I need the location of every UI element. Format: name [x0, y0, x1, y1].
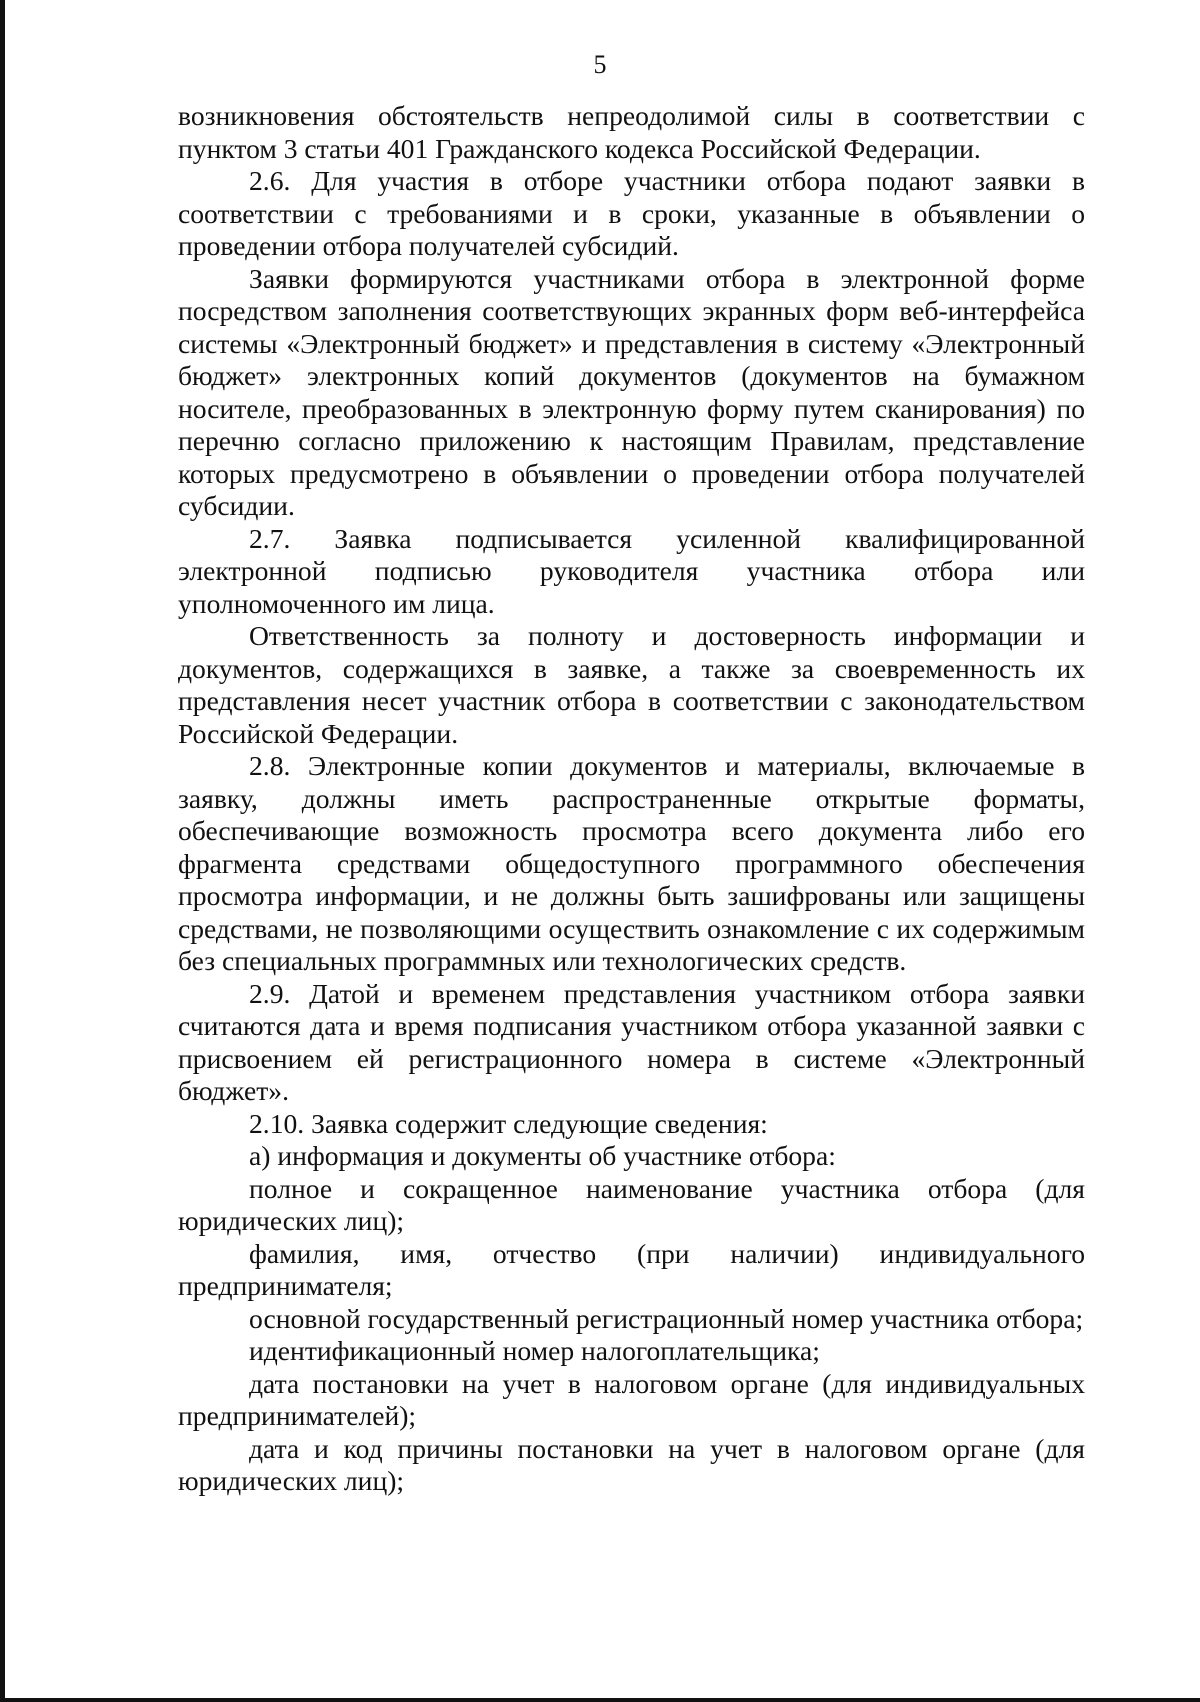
scan-edge-left: [0, 0, 5, 1702]
paragraph-2-10: 2.10. Заявка содержит следующие сведения:: [249, 1107, 768, 1139]
list-item-registration-date-legal-entities: дата и код причины постановки на учет в налоговом органе (для юридических лиц);: [178, 1432, 1085, 1496]
paragraph-2-6: 2.6. Для участия в отборе участники отбора подают заявки в соответствии с требованиями и в сроки, указанные в объявлении о проведении отбора получателей субсидий.: [178, 165, 1085, 261]
list-item-entrepreneur-name: фамилия, имя, отчество (при наличии) индивидуального предпринимателя;: [178, 1237, 1085, 1301]
scan-edge-bottom: [0, 1698, 1200, 1702]
list-item-a: а) информация и документы об участнике отбора:: [249, 1140, 836, 1171]
paragraph-2-7: 2.7. Заявка подписывается усиленной квалифицированной электронной подписью руководителя участника отбора или уполномоченного им лица.: [178, 522, 1085, 619]
page-number: 5: [593, 50, 607, 79]
list-item-ogrn: основной государственный регистрационный номер участника отбора;: [249, 1302, 1084, 1334]
paragraph-responsibility: Ответственность за полноту и достоверность информации и документов, содержащихся в заявке, а также за своевременность их представления несет участник отбора в соответствии с законодательством Российской Федерации.: [178, 620, 1085, 749]
paragraph-2-9: 2.9. Датой и временем представления участником отбора заявки считаются дата и время подписания участником отбора указанной заявки с присвоением ей регистрационного номера в системе «Электронный бюджет».: [178, 977, 1085, 1106]
paragraph-applications-formed: Заявки формируются участниками отбора в электронной форме посредством заполнения соответствующих экранных форм веб-интерфейса системы «Электронный бюджет» и представления в систему «Электронный бюджет» электронных копий документов (документов на бумажном носителе, преобразованных в электронную форму путем сканирования) по перечню согласно приложению к настоящим Правилам, представление которых предусмотрено в объявлении о проведении отбора получателей субсидии.: [178, 262, 1085, 521]
list-item-full-name: полное и сокращенное наименование участника отбора (для юридических лиц);: [178, 1172, 1085, 1236]
document-body: [178, 100, 1085, 1498]
list-item-registration-date-entrepreneurs: дата постановки на учет в налоговом органе (для индивидуальных предпринимателей);: [178, 1367, 1085, 1431]
paragraph-continuation: возникновения обстоятельств непреодолимой силы в соответствии с пунктом 3 статьи 401 Гражданского кодекса Российской Федерации.: [178, 100, 1085, 164]
paragraph-2-8: 2.8. Электронные копии документов и материалы, включаемые в заявку, должны иметь распространенные открытые форматы, обеспечивающие возможность просмотра всего документа либо его фрагмента средствами общедоступного программного обеспечения просмотра информации, и не должны быть зашифрованы или защищены средствами, не позволяющими осуществить ознакомление с их содержимым без специальных программных или технологических средств.: [178, 750, 1085, 976]
list-item-inn: идентификационный номер налогоплательщика;: [249, 1335, 820, 1366]
